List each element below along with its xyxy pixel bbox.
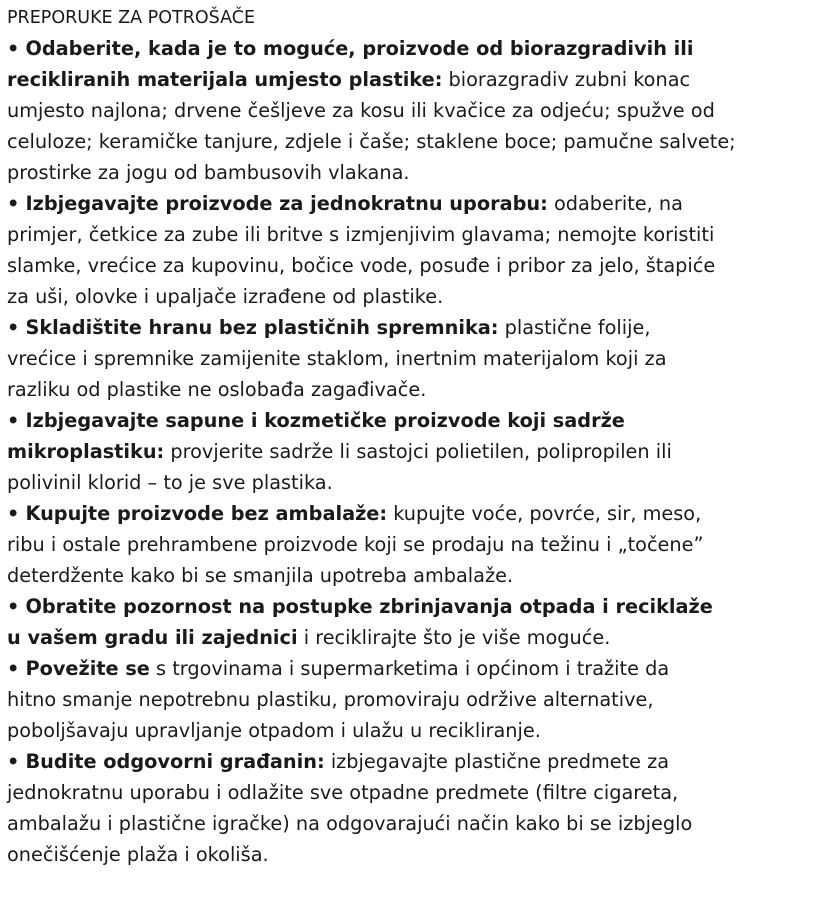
item-heading: Budite odgovorni građanin: xyxy=(25,750,325,773)
item-text: onečišćenje plaža i okoliša. xyxy=(7,843,269,866)
item-text: polivinil klorid – to je sve plastika. xyxy=(7,471,333,494)
bullet-mark: • xyxy=(7,192,20,215)
recommendation-item xyxy=(7,312,837,405)
item-text: slamke, vrećice za kupovinu, bočice vode, posuđe i pribor za jelo, štapiće xyxy=(7,254,716,277)
bullet-mark: • xyxy=(7,316,20,339)
item-text: vrećice i spremnike zamijenite staklom, inertnim materijalom koji za xyxy=(7,347,667,370)
item-text: s trgovinama i supermarketima i općinom i tražite da xyxy=(149,657,670,680)
item-heading: Izbjegavajte proizvode za jednokratnu uporabu: xyxy=(25,192,548,215)
item-heading: Odaberite, kada je to moguće, proizvode od biorazgradivih ili xyxy=(25,37,694,60)
item-heading: Kupujte proizvode bez ambalaže: xyxy=(25,502,388,525)
bullet-mark: • xyxy=(7,502,20,525)
item-text: ambalažu i plastične igračke) na odgovarajući način kako bi se izbjeglo xyxy=(7,812,693,835)
item-heading: Obratite pozornost na postupke zbrinjavanja otpada i reciklaže xyxy=(25,595,713,618)
item-text: celuloze; keramičke tanjure, zdjele i čaše; staklene boce; pamučne salvete; xyxy=(7,130,736,153)
item-text: razliku od plastike ne oslobađa zagađivače. xyxy=(7,378,427,401)
bullet-mark: • xyxy=(7,409,20,432)
item-text: biorazgradiv zubni konac xyxy=(442,68,691,91)
item-text: primjer, četkice za zube ili britve s izmjenjivim glavama; nemojte koristiti xyxy=(7,223,715,246)
recommendation-item xyxy=(7,653,837,746)
recommendation-item xyxy=(7,188,837,312)
item-text: prostirke za jogu od bambusovih vlakana. xyxy=(7,161,410,184)
document-title: PREPORUKE ZA POTROŠAČE xyxy=(7,8,256,28)
recommendation-item xyxy=(7,33,837,188)
item-text: plastične folije, xyxy=(498,316,651,339)
item-heading: Povežite se xyxy=(25,657,150,680)
document-page xyxy=(7,5,837,870)
item-text: provjerite sadrže li sastojci polietilen, polipropilen ili xyxy=(164,440,672,463)
recommendation-item xyxy=(7,591,837,653)
recommendation-item xyxy=(7,746,837,870)
bullet-mark: • xyxy=(7,595,20,618)
item-heading: u vašem gradu ili zajednici xyxy=(7,626,298,649)
item-heading: mikroplastiku: xyxy=(7,440,165,463)
item-heading: Skladištite hranu bez plastičnih spremnika: xyxy=(25,316,499,339)
item-text: umjesto najlona; drvene češljeve za kosu ili kvačice za odjeću; spužve od xyxy=(7,99,715,122)
item-text: za uši, olovke i upaljače izrađene od plastike. xyxy=(7,285,444,308)
bullet-mark: • xyxy=(7,750,20,773)
item-text: i reciklirajte što je više moguće. xyxy=(297,626,611,649)
item-text: jednokratnu uporabu i odlažite sve otpadne predmete (filtre cigareta, xyxy=(7,781,679,804)
item-text: kupujte voće, povrće, sir, meso, xyxy=(387,502,702,525)
recommendation-item xyxy=(7,498,837,591)
item-text: deterdžente kako bi se smanjila upotreba ambalaže. xyxy=(7,564,514,587)
item-text: poboljšavaju upravljanje otpadom i ulažu u recikliranje. xyxy=(7,719,541,742)
item-text: odaberite, na xyxy=(547,192,683,215)
item-text: izbjegavajte plastične predmete za xyxy=(324,750,670,773)
bullet-mark: • xyxy=(7,657,20,680)
bullet-mark: • xyxy=(7,37,20,60)
item-heading: recikliranih materijala umjesto plastike: xyxy=(7,68,443,91)
recommendation-item xyxy=(7,405,837,498)
item-text: hitno smanje nepotrebnu plastiku, promoviraju održive alternative, xyxy=(7,688,654,711)
item-text: ribu i ostale prehrambene proizvode koji se prodaju na težinu i „točene” xyxy=(7,533,704,556)
item-heading: Izbjegavajte sapune i kozmetičke proizvode koji sadrže xyxy=(25,409,625,432)
